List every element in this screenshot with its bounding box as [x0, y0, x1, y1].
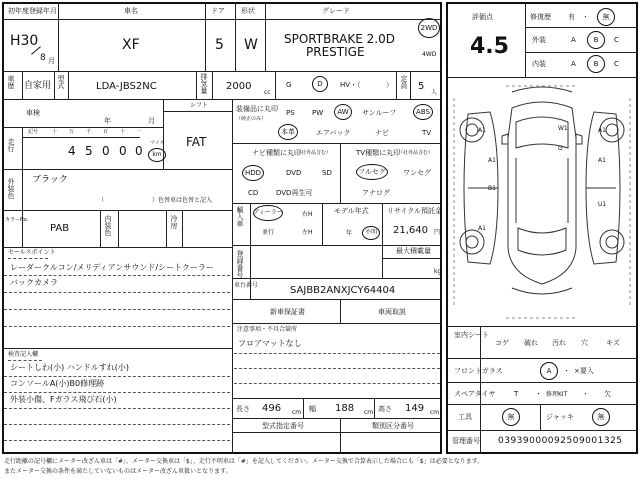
- drive-2wd-circle: 2WD: [418, 18, 440, 38]
- divider: [250, 203, 251, 245]
- nav-hdd-circle: HDD: [242, 165, 264, 181]
- equip-abs-circle: ABS: [413, 104, 433, 120]
- model-year-label: モデル年式: [334, 207, 369, 215]
- spare-none: 欠: [604, 390, 611, 398]
- height-value: 149: [405, 403, 425, 414]
- divider: [446, 358, 638, 359]
- divider: [446, 404, 638, 405]
- damage-mark: A1: [598, 157, 606, 164]
- divider: [4, 292, 230, 293]
- doors: 5: [215, 37, 224, 53]
- divider: [118, 210, 119, 247]
- mileage-unit: 一: [136, 129, 142, 135]
- recycle-value: 21,640: [393, 225, 428, 236]
- tv-oneseg: ワンセグ: [403, 169, 431, 177]
- interior-grade-label: 内装: [532, 60, 546, 68]
- shape: W: [244, 37, 258, 53]
- capacity-label: 定員: [400, 75, 408, 89]
- front-glass-x: ×要入: [574, 367, 594, 375]
- damage-mark: A1: [478, 127, 486, 134]
- equipment-label: 装備品に丸印: [236, 105, 278, 113]
- divider: [58, 2, 59, 71]
- divider: [232, 323, 442, 324]
- seat-item: 穴: [581, 339, 588, 347]
- car-diagram: [446, 78, 638, 326]
- tv-label: TV種類に丸印: [356, 149, 401, 157]
- fuel-close: ）: [386, 81, 393, 89]
- mileage-unit: 万: [69, 129, 75, 135]
- divider: [540, 404, 541, 430]
- grade-line2: PRESTIGE: [306, 45, 365, 59]
- divider: [196, 71, 197, 99]
- damage-mark: B1: [488, 185, 496, 192]
- fuel-d-circle: D: [312, 76, 328, 92]
- interior-color-label: 内装色: [104, 215, 112, 236]
- divider: [232, 299, 442, 300]
- damage-mark: W1: [558, 125, 568, 132]
- divider: [4, 408, 230, 409]
- equip-leather-circle: 本革: [278, 124, 298, 140]
- width-value: 188: [335, 403, 355, 414]
- usage-label: 車歴: [7, 75, 15, 89]
- interior-seat-label: 室内シート: [454, 331, 489, 339]
- divider: [382, 258, 442, 259]
- divider: [22, 169, 23, 247]
- divider: [2, 127, 163, 128]
- tv-analog: アナログ: [362, 189, 390, 197]
- reg-year: H30: [10, 33, 39, 49]
- footer-line: またメーター交換の条件を満たしていないものはメーター改ざん車扱いとなります。: [4, 468, 232, 475]
- width-unit: cm: [364, 409, 374, 416]
- selling-point-line: レーダークルコン/メリディアンサウンド/シートクーラー: [10, 263, 214, 272]
- nav-dvd-play: DVD再生可: [276, 189, 313, 197]
- divider: [205, 2, 206, 71]
- reg-month: 8: [40, 53, 46, 63]
- nav-label: ナビ種類に丸印: [252, 149, 301, 157]
- model-year-unit: 年: [346, 230, 353, 237]
- divider: [212, 71, 213, 99]
- usage: 自家用: [24, 81, 52, 91]
- inspection-month: 月: [148, 117, 155, 125]
- manual-label: 車両取説: [378, 308, 406, 316]
- equip-aw-circle: AW: [334, 104, 352, 120]
- divider: [100, 210, 101, 247]
- capacity-unit: 人: [431, 89, 438, 96]
- equip-tv: TV: [422, 129, 432, 137]
- color-no-label: カラーNo.: [5, 217, 29, 223]
- divider: [4, 440, 230, 441]
- repair-yes: 有: [568, 13, 575, 21]
- spare-sep: ・: [582, 390, 589, 398]
- divider: [8, 360, 42, 361]
- damage-mark: A1: [478, 225, 486, 232]
- width-label: 幅: [309, 405, 316, 413]
- equipment-sublabel: （純正のみ）: [236, 116, 267, 122]
- divider: [446, 326, 638, 327]
- inspector-line: シートしわ(小) ハンドルすれ(小): [10, 363, 130, 372]
- seat-item: 破れ: [524, 339, 538, 347]
- fuel-hv: HV・（: [340, 81, 361, 89]
- model-label: 型式: [57, 75, 65, 89]
- divider: [8, 258, 48, 259]
- grade-label: グレード: [322, 7, 350, 15]
- front-glass-sep: ・: [563, 367, 570, 375]
- damage-mark: A1: [598, 127, 606, 134]
- model-year-unknown-circle: 不明: [362, 226, 380, 240]
- exterior-grade-label: 外装: [532, 36, 546, 44]
- interior-grade-c: C: [614, 60, 619, 68]
- displacement-label: 排気量: [200, 73, 208, 94]
- mileage-digit: 0: [135, 144, 143, 158]
- divider: [232, 203, 442, 204]
- import-parallel: 並行: [262, 229, 275, 236]
- displacement: 2000: [226, 81, 252, 92]
- seat-item: キズ: [606, 339, 620, 347]
- divider: [525, 27, 638, 28]
- divider: [54, 71, 55, 99]
- divider: [232, 398, 442, 399]
- divider: [234, 368, 440, 369]
- model: LDA-JBS2NC: [96, 81, 157, 92]
- mileage-digit: 5: [85, 144, 93, 158]
- exterior-label: 外装色: [7, 178, 15, 199]
- aircon-label: 冷房: [170, 215, 178, 229]
- mile-unit: マイル: [150, 140, 165, 146]
- length-label: 長さ: [236, 405, 250, 413]
- damage-mark: G: [558, 145, 563, 152]
- divider: [2, 99, 442, 100]
- car-name: XF: [122, 37, 140, 53]
- divider: [232, 278, 442, 279]
- divider: [396, 71, 397, 99]
- car-name-label: 車名: [124, 7, 138, 15]
- mileage-unit: 千: [86, 129, 92, 135]
- nav-dvd: DVD: [286, 169, 302, 177]
- equip-ps: PS: [286, 109, 295, 117]
- warranty-label: 新車保証書: [270, 308, 305, 316]
- divider: [232, 354, 233, 454]
- divider: [232, 418, 442, 419]
- shift-value: FAT: [186, 135, 207, 149]
- chassis-value: SAJBB2ANXJCY64404: [290, 285, 396, 296]
- divider: [4, 309, 230, 310]
- divider: [22, 71, 23, 99]
- grade-line1: SPORTBRAKE 2.0D: [284, 32, 395, 46]
- divider: [2, 210, 232, 211]
- equip-navi: ナビ: [375, 129, 389, 137]
- recycle-yen: 円: [434, 229, 441, 236]
- inspector-label: 検査記入欄: [8, 351, 39, 358]
- mileage-digit: 0: [119, 144, 127, 158]
- score-label: 評価点: [472, 13, 493, 21]
- footer-line: 走行距離の記号欄にメーター改ざん車は「#」、メーター交換車は「$」、走行不明車は「#」を記入してください。メーター交換で合算表示した場合にも「$」は必要となります。: [4, 458, 484, 465]
- interior-grade-b-circle: B: [587, 55, 605, 73]
- divider: [410, 71, 411, 99]
- import-left: 左H: [302, 229, 313, 236]
- mileage-unit: 百: [103, 129, 109, 135]
- spare-label: スペアタイヤ: [454, 390, 496, 398]
- divider: [525, 2, 526, 77]
- divider: [250, 245, 251, 299]
- max-load-label: 最大積載量: [396, 247, 431, 255]
- divider: [235, 2, 236, 71]
- divider: [4, 275, 230, 276]
- divider: [232, 143, 442, 144]
- height-unit: cm: [430, 409, 440, 416]
- selling-point-line: バックカメラ: [10, 278, 58, 287]
- divider: [374, 398, 375, 418]
- equip-pw: PW: [312, 109, 324, 117]
- exterior-grade-b-circle: B: [587, 31, 605, 49]
- divider: [2, 169, 232, 170]
- front-glass-label: フロントガラス: [454, 367, 503, 375]
- divider: [22, 127, 23, 169]
- divider: [340, 299, 341, 323]
- spare-sep: ・: [535, 390, 542, 398]
- chassis-label: 車台番号: [234, 282, 259, 289]
- divider: [446, 382, 638, 383]
- repair-label: 修復歴: [530, 13, 551, 21]
- reg-year-label: 初年度登録年月: [8, 7, 57, 15]
- exterior-grade-c: C: [614, 36, 619, 44]
- divider: [265, 2, 266, 71]
- shape-label: 形状: [241, 7, 255, 15]
- spare-t: T: [514, 390, 519, 398]
- divider: [2, 247, 232, 248]
- divider: [163, 111, 232, 112]
- shift-label: シフト: [190, 102, 209, 109]
- divider: [232, 432, 442, 433]
- divider: [446, 430, 638, 431]
- tv-sublabel: （社外品含む）: [398, 150, 434, 156]
- recycle-label: リサイクル預託金: [387, 207, 443, 215]
- length-value: 496: [262, 403, 282, 414]
- reg-no-label: 登録番号: [236, 250, 244, 278]
- km-circle: km: [148, 148, 166, 162]
- repair-no-circle: 無: [597, 8, 615, 26]
- divider: [4, 424, 230, 425]
- max-load-kg: kg: [434, 268, 442, 275]
- mileage-unit: 記号: [28, 129, 39, 135]
- divider: [4, 392, 230, 393]
- mileage-label: 走行: [7, 138, 15, 152]
- divider: [182, 210, 183, 247]
- divider: [275, 71, 276, 99]
- divider: [234, 353, 440, 354]
- fuel-g: G: [286, 81, 292, 89]
- import-label: 輸入車: [236, 206, 244, 227]
- divider: [340, 418, 341, 454]
- capacity: 5: [418, 81, 425, 92]
- interior-grade-a: A: [571, 60, 576, 68]
- drive-4wd: 4WD: [422, 51, 437, 58]
- equip-sunroof: サンルーフ: [362, 109, 397, 117]
- nav-sd: SD: [322, 169, 332, 177]
- divider: [4, 376, 230, 377]
- front-glass-a-circle: A: [540, 362, 558, 380]
- length-unit: cm: [292, 409, 302, 416]
- seat-item: 汚れ: [552, 339, 566, 347]
- exterior-grade-a: A: [571, 36, 576, 44]
- divider: [22, 137, 140, 138]
- divider: [2, 348, 232, 349]
- mileage-unit: 十: [120, 129, 126, 135]
- separator: ・: [582, 13, 589, 21]
- tools-label: 工具: [458, 413, 472, 421]
- cc-unit: cc: [264, 89, 271, 96]
- divider: [4, 326, 230, 327]
- management-label: 管理番号: [452, 437, 480, 445]
- divider: [234, 383, 440, 384]
- divider: [2, 19, 442, 20]
- exterior-color: ブラック: [32, 175, 68, 185]
- damage-mark: A1: [488, 157, 496, 164]
- divider: [525, 52, 638, 53]
- color-no: PAB: [50, 223, 70, 234]
- doors-label: ドア: [211, 7, 225, 15]
- jack-none-circle: 無: [592, 408, 610, 426]
- nav-cd: CD: [248, 189, 259, 197]
- selling-points-label: セールスポイント: [8, 249, 56, 256]
- inspection-label: 車検: [26, 109, 40, 117]
- divider: [322, 203, 323, 245]
- damage-mark: U1: [598, 201, 607, 208]
- divider: [232, 99, 233, 354]
- inspector-line: コンソールA(小)B0修理跡: [10, 379, 105, 388]
- nav-sublabel: （社外品含む）: [296, 150, 332, 156]
- notes-label: 注意事項・不具合箇所: [237, 326, 298, 333]
- mileage-digit: 0: [102, 144, 110, 158]
- notes-line: フロアマットなし: [238, 339, 302, 348]
- divider: [166, 210, 167, 247]
- divider: [68, 71, 69, 99]
- inspection-year: 年: [104, 117, 111, 125]
- divider: [232, 245, 442, 246]
- tools-none-circle: 無: [502, 408, 520, 426]
- inspector-line: 外装小傷、Fガラス飛び石(小): [10, 395, 117, 404]
- import-right: 右H: [302, 211, 313, 218]
- mileage-digit: 4: [68, 144, 76, 158]
- divider: [303, 398, 304, 418]
- seat-item: コゲ: [495, 339, 509, 347]
- jack-label: ジャッキ: [546, 413, 574, 421]
- divider: [382, 203, 383, 278]
- divider: [340, 143, 341, 203]
- type-no-label: 型式指定番号: [262, 422, 304, 430]
- exterior-note: （ ）色替車は色替と記入: [98, 197, 213, 204]
- month-unit: 月: [48, 57, 55, 65]
- tv-fullseg-circle: フルセグ: [356, 164, 388, 180]
- import-dealer-circle: ディーラー: [253, 205, 283, 221]
- spare-kit: 修理KIT: [546, 391, 568, 398]
- management-number: 03939000092509001325: [498, 436, 623, 446]
- equip-airbag: エアバック: [316, 129, 351, 137]
- score-value: 4.5: [470, 34, 509, 59]
- mileage-unit: 十: [52, 129, 58, 135]
- height-label: 高さ: [378, 405, 392, 413]
- class-no-label: 類別区分番号: [372, 422, 414, 430]
